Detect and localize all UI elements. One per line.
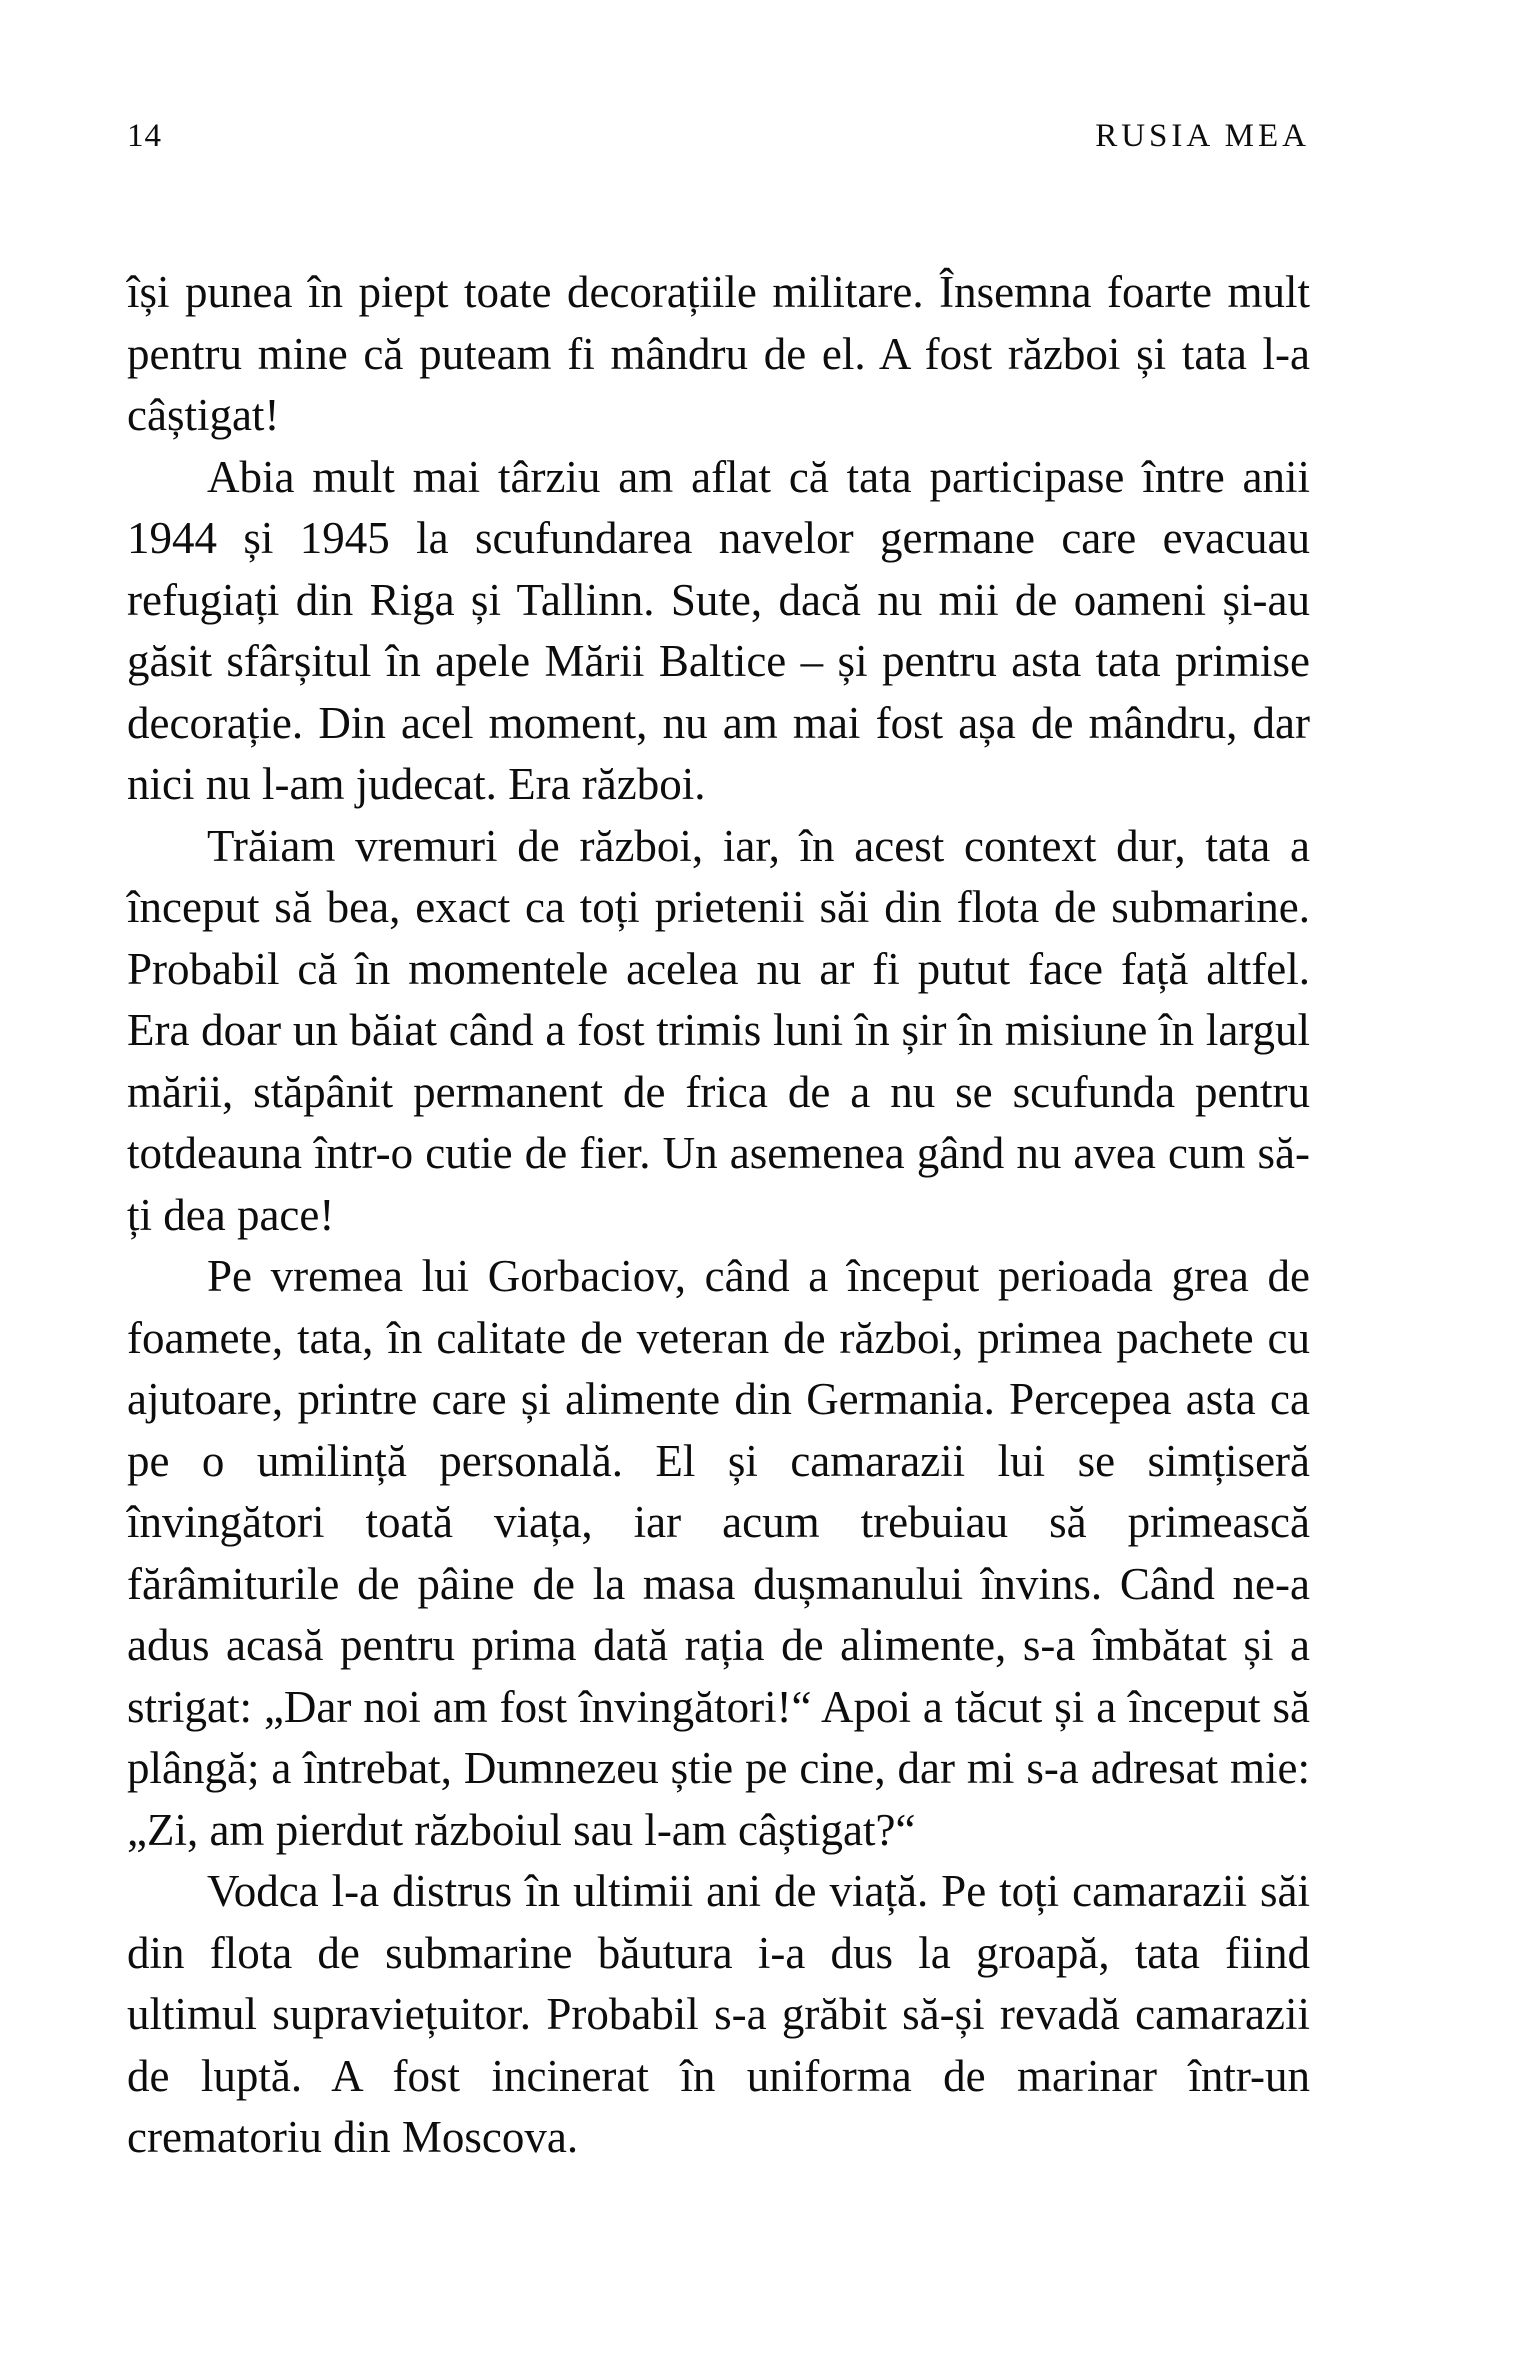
running-head — [127, 118, 1310, 154]
paragraph: Trăiam vremuri de război, iar, în acest context dur, tata a început să bea, exact ca toți prietenii săi din flota de submarine. Probabil că în momentele acelea nu ar fi putut face față altfel. Era doar un băiat când a fost trimis luni în șir în misiune în largul mării, stăpânit permanent de frica de a nu se scufunda pentru totdeauna într-o cutie de fier. Un asemenea gând nu avea cum să-ți dea pace! — [127, 820, 1310, 1240]
running-title: RUSIA MEA — [1095, 118, 1310, 154]
paragraph: își punea în piept toate decorațiile militare. Însemna foarte mult pentru mine că puteam fi mândru de el. A fost război și tata l-a câștigat! — [127, 267, 1310, 440]
paragraph: Abia mult mai târziu am aflat că tata participase între anii 1944 și 1945 la scufundarea navelor germane care evacuau refugiați din Riga și Tallinn. Sute, dacă nu mii de oameni și-au găsit sfârșitul în apele Mării Baltice – și pentru asta tata primise decorație. Din acel moment, nu am mai fost așa de mândru, dar nici nu l-am judecat. Era război. — [127, 451, 1310, 809]
paragraph: Vodca l-a distrus în ultimii ani de viață. Pe toți camarazii săi din flota de submarine băutura i-a dus la groapă, tata fiind ultimul supraviețuitor. Probabil s-a grăbit să-și revadă camarazii de luptă. A fost incinerat în uniforma de marinar într-un crematoriu din Moscova. — [127, 1866, 1310, 2162]
body-text — [127, 262, 1310, 2169]
page-number: 14 — [127, 118, 162, 154]
paragraph: Pe vremea lui Gorbaciov, când a început perioada grea de foamete, tata, în calitate de veteran de război, primea pachete cu ajutoare, printre care și alimente din Germania. Percepea asta ca pe o umilință personală. El și camarazii lui se simțiseră învingători toată viața, iar acum trebuiau să primească fărâmiturile de pâine de la masa dușmanului învins. Când ne-a adus acasă pentru prima dată rația de alimente, s-a îmbătat și a strigat: „Dar noi am fost învingători!“ Apoi a tăcut și a început să plângă; a întrebat, Dumnezeu știe pe cine, dar mi s-a adresat mie: „Zi, am pierdut războiul sau l-am câștigat?“ — [127, 1251, 1310, 1855]
